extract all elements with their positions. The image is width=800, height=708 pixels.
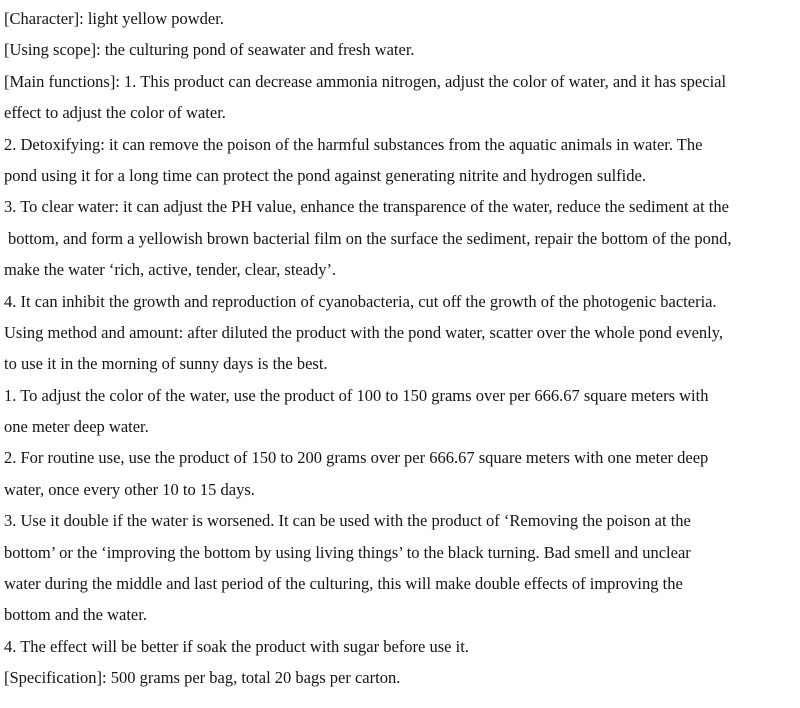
text-line: one meter deep water.: [4, 417, 149, 437]
text-line: water during the middle and last period of the culturing, this will make double effects of improving the: [4, 574, 683, 594]
text-line: bottom’ or the ‘improving the bottom by using living things’ to the black turning. Bad smell and unclear: [4, 542, 691, 562]
text-line-sugar-tip: 4. The effect will be better if soak the product with sugar before use it.: [4, 636, 469, 656]
text-line: effect to adjust the color of water.: [4, 103, 226, 123]
text-line-cyanobacteria: 4. It can inhibit the growth and reproduction of cyanobacteria, cut off the growth of the photogenic bacteria.: [4, 291, 717, 311]
text-line-clear-water: 3. To clear water: it can adjust the PH value, enhance the transparence of the water, reduce the sediment at the: [4, 197, 729, 217]
text-line: pond using it for a long time can protect the pond against generating nitrite and hydrogen sulfide.: [4, 165, 646, 185]
text-line: to use it in the morning of sunny days is the best.: [4, 354, 328, 374]
text-line: bottom, and form a yellowish brown bacterial film on the surface the sediment, repair the bottom of the pond,: [8, 228, 732, 248]
text-line-detoxifying: 2. Detoxifying: it can remove the poison of the harmful substances from the aquatic animals in water. The: [4, 134, 703, 154]
text-line: water, once every other 10 to 15 days.: [4, 479, 255, 499]
text-line-using-method: Using method and amount: after diluted the product with the pond water, scatter over the whole pond evenly,: [4, 322, 724, 342]
text-line-double-use: 3. Use it double if the water is worsened. It can be used with the product of ‘Removing the poison at the: [4, 511, 691, 531]
text-line: bottom and the water.: [4, 605, 147, 625]
text-line-specification: [Specification]: 500 grams per bag, total 20 bags per carton.: [4, 668, 401, 688]
text-line-character: [Character]: light yellow powder.: [4, 9, 224, 28]
product-description-document: [0, 3, 800, 694]
text-line-dosage-routine: 2. For routine use, use the product of 150 to 200 grams over per 666.67 square meters with one meter deep: [4, 448, 709, 468]
text-line-main-functions: [Main functions]: 1. This product can decrease ammonia nitrogen, adjust the color of water, and it has special: [4, 71, 727, 91]
text-line: make the water ‘rich, active, tender, clear, steady’.: [4, 260, 337, 280]
text-line-dosage-color: 1. To adjust the color of the water, use the product of 100 to 150 grams over per 666.67 square meters with: [4, 385, 709, 405]
text-line-using-scope: [Using scope]: the culturing pond of seawater and fresh water.: [4, 40, 415, 60]
